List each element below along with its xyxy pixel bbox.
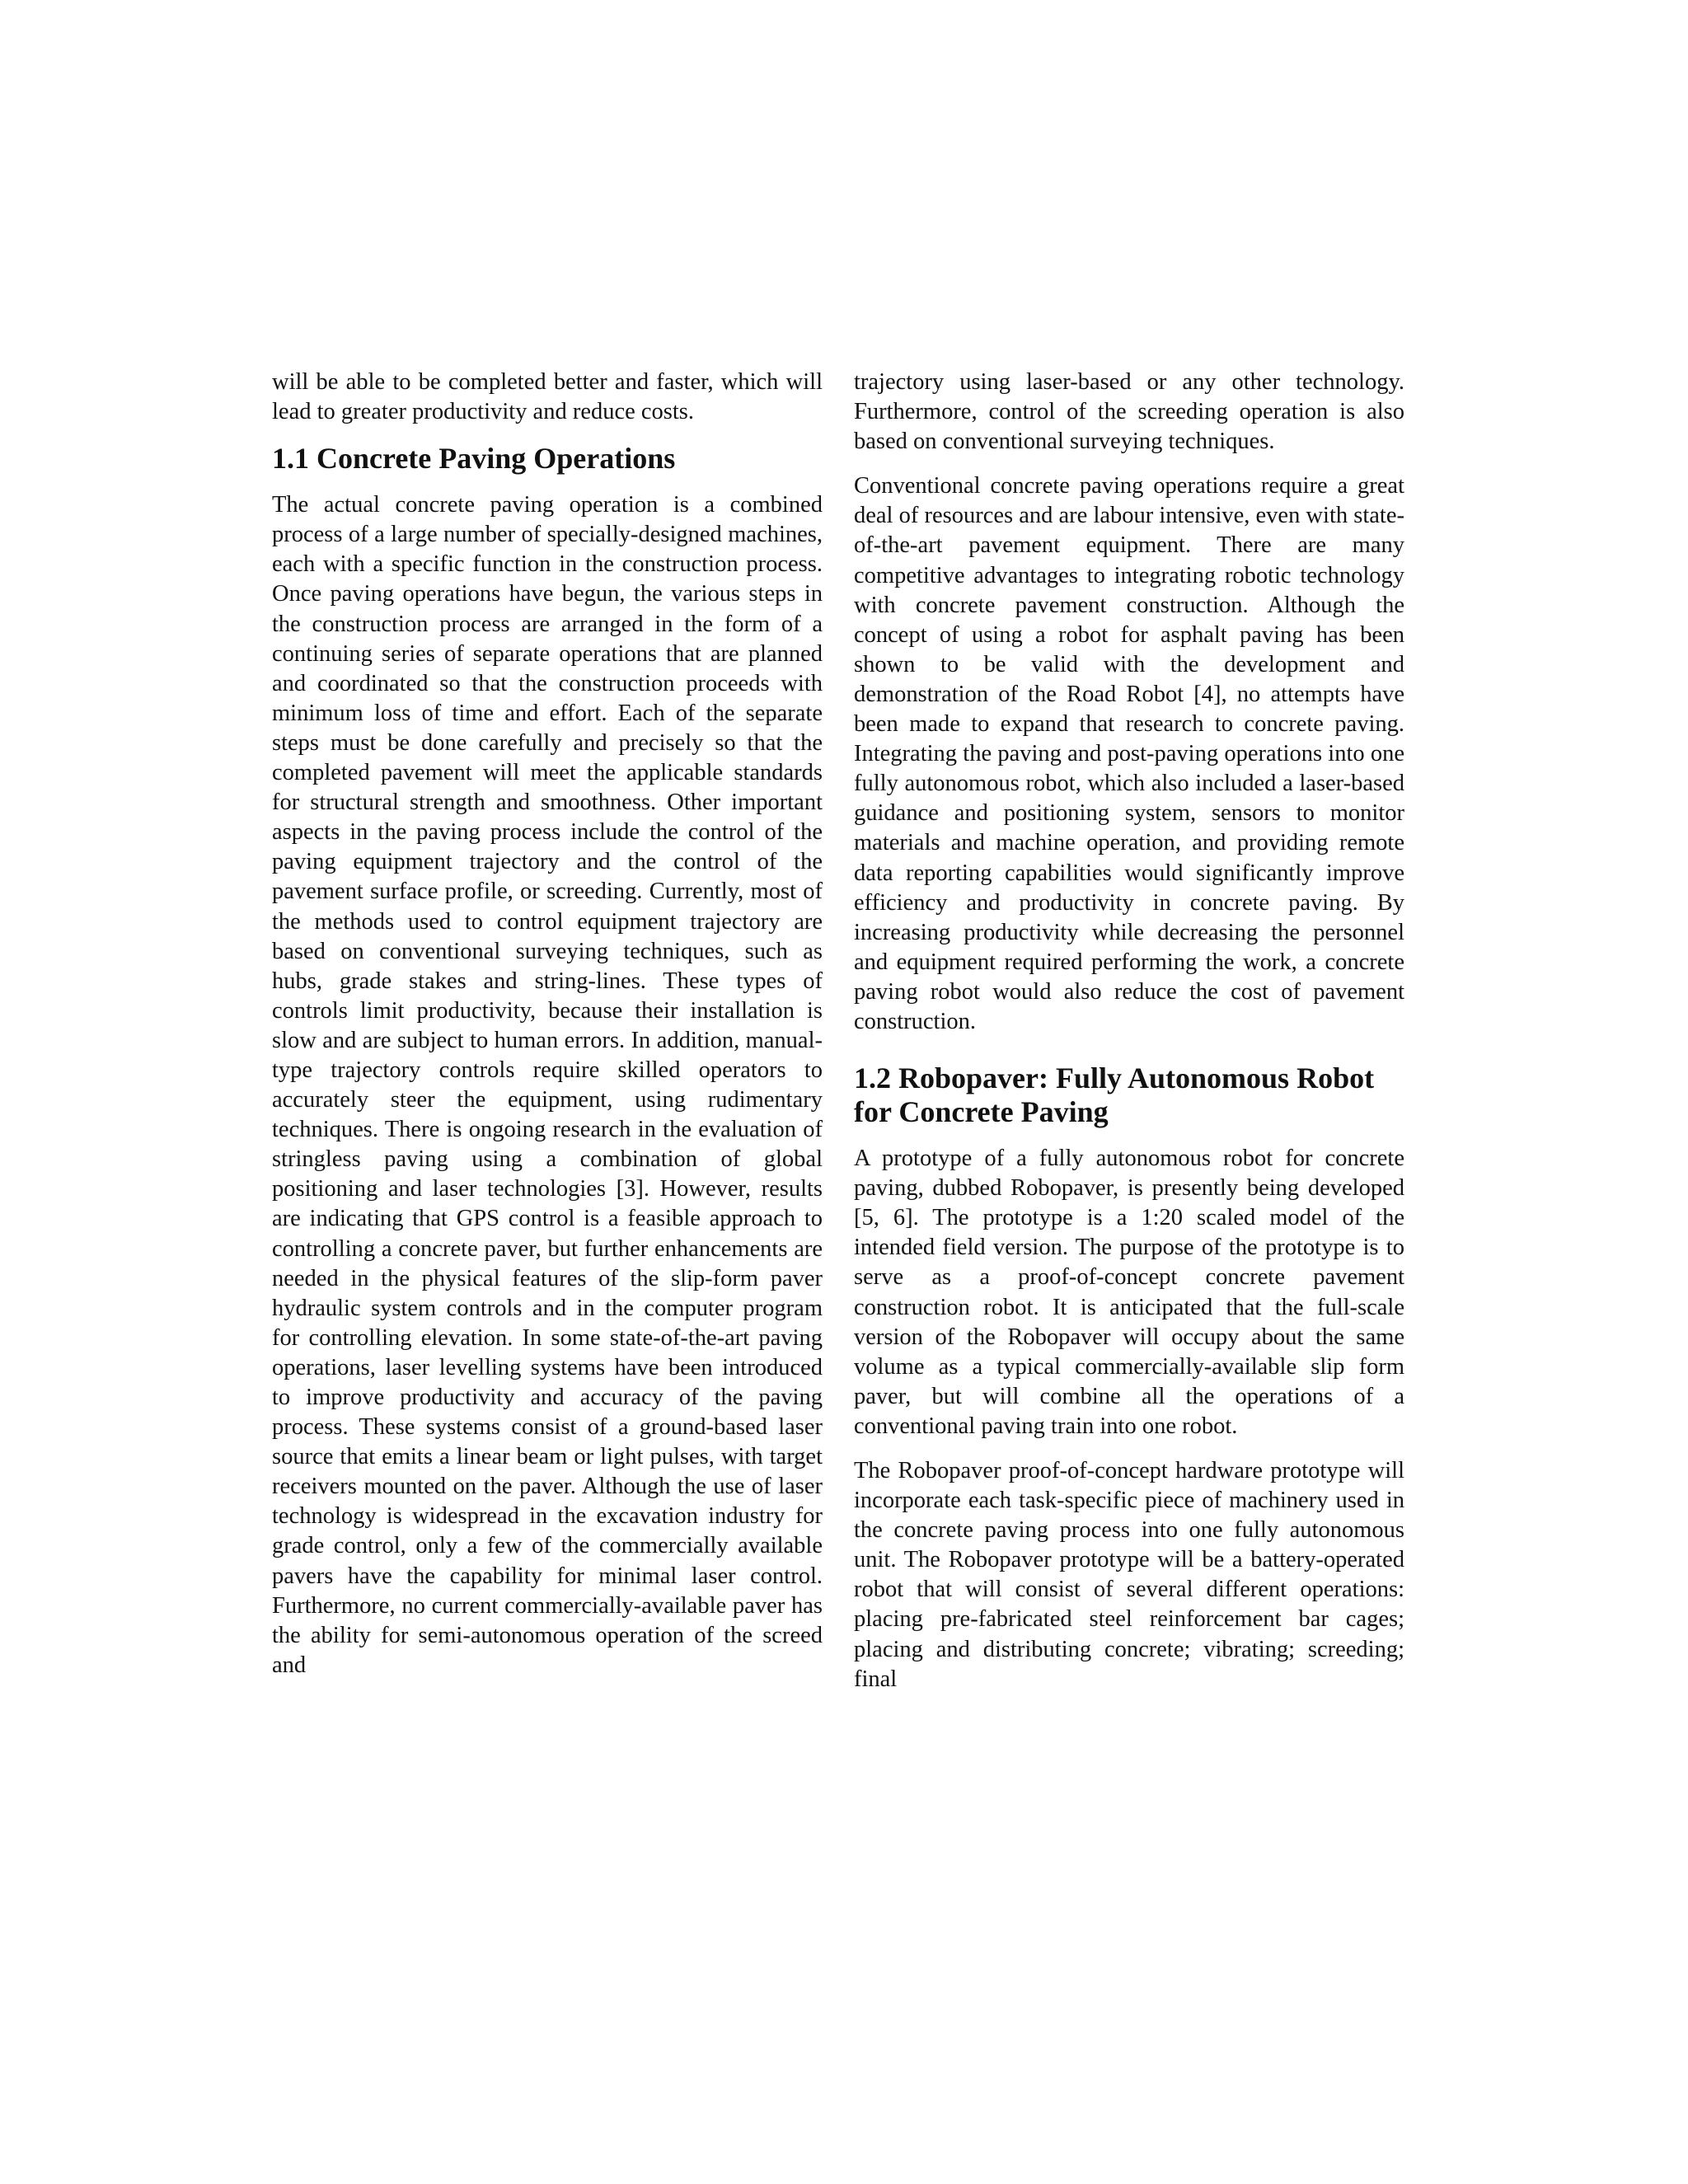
intro-paragraph: will be able to be completed better and faster, which will lead to greater productivity and reduce costs. bbox=[272, 369, 823, 425]
left-column bbox=[272, 368, 823, 1705]
section-1-1-heading: 1.1 Concrete Paving Operations bbox=[272, 442, 676, 476]
section-1-2-heading: 1.2 Robopaver: Fully Autonomous Robot for Concrete Paving bbox=[854, 1062, 1375, 1129]
continuation-paragraph: trajectory using laser-based or any other technology. Furthermore, control of the screeding operation is also based on conventional surveying techniques. bbox=[854, 369, 1404, 455]
section-1-1-paragraph: The actual concrete paving operation is a combined process of a large number of specially-designed machines, each with a specific function in the construction process. Once paving operations have begun, the various steps in the construction process are arranged in the form of a continuing series of separate operations that are planned and coordinated so that the construction proceeds with minimum loss of time and effort. Each of the separate steps must be done carefully and precisely so that the completed pavement will meet the applicable standards for structural strength and smoothness. Other important aspects in the paving process include the control of the paving equipment trajectory and the control of the pavement surface profile, or screeding. Currently, most of the methods used to control equipment trajectory are based on conventional surveying techniques, such as hubs, grade stakes and string-lines. These types of controls limit productivity, because their installation is slow and are subject to human errors. In addition, manual-type trajectory controls require skilled operators to accurately steer the equipment, using rudimentary techniques. There is ongoing research in the evaluation of stringless paving using a combination of global positioning and laser technologies [3]. However, results are indicating that GPS control is a feasible approach to controlling a concrete paver, but further enhancements are needed in the physical features of the slip-form paver hydraulic system controls and in the computer program for controlling elevation. In some state-of-the-art paving operations, laser levelling systems have been introduced to improve productivity and accuracy of the paving process. These systems consist of a ground-based laser source that emits a linear beam or light pulses, with target receivers mounted on the paver. Although the use of laser technology is widespread in the excavation industry for grade control, only a few of the commercially available pavers have the capability for minimal laser control. Furthermore, no current commercially-available paver has the ability for semi-autonomous operation of the screed and bbox=[272, 492, 823, 1678]
prototype-paragraph: A prototype of a fully autonomous robot for concrete paving, dubbed Robopaver, is presently being developed [5, 6]. The prototype is a 1:20 scaled model of the intended field version. The purpose of the prototype is to serve as a proof-of-concept concrete pavement construction robot. It is anticipated that the full-scale version of the Robopaver will occupy about the same volume as a typical commercially-available slip form paver, but will combine all the operations of a conventional paving train into one robot. bbox=[854, 1146, 1404, 1439]
hardware-paragraph: The Robopaver proof-of-concept hardware prototype will incorporate each task-specific piece of machinery used in the concrete paving process into one fully autonomous unit. The Robopaver prototype will be a battery-operated robot that will consist of several different operations: placing pre-fabricated steel reinforcement bar cages; placing and distributing concrete; vibrating; screeding; final bbox=[854, 1458, 1404, 1692]
conventional-paving-paragraph: Conventional concrete paving operations require a great deal of resources and are labour intensive, even with state-of-the-art pavement equipment. There are many competitive advantages to integrating robotic technology with concrete pavement construction. Although the concept of using a robot for asphalt paving has been shown to be valid with the development and demonstration of the Road Robot [4], no attempts have been made to expand that research to concrete paving. Integrating the paving and post-paving operations into one fully autonomous robot, which also included a laser-based guidance and positioning system, sensors to monitor materials and machine operation, and providing remote data reporting capabilities would significantly improve efficiency and productivity in concrete paving. By increasing productivity while decreasing the personnel and equipment required performing the work, a concrete paving robot would also reduce the cost of pavement construction. bbox=[854, 473, 1404, 1034]
right-column bbox=[854, 368, 1404, 1719]
